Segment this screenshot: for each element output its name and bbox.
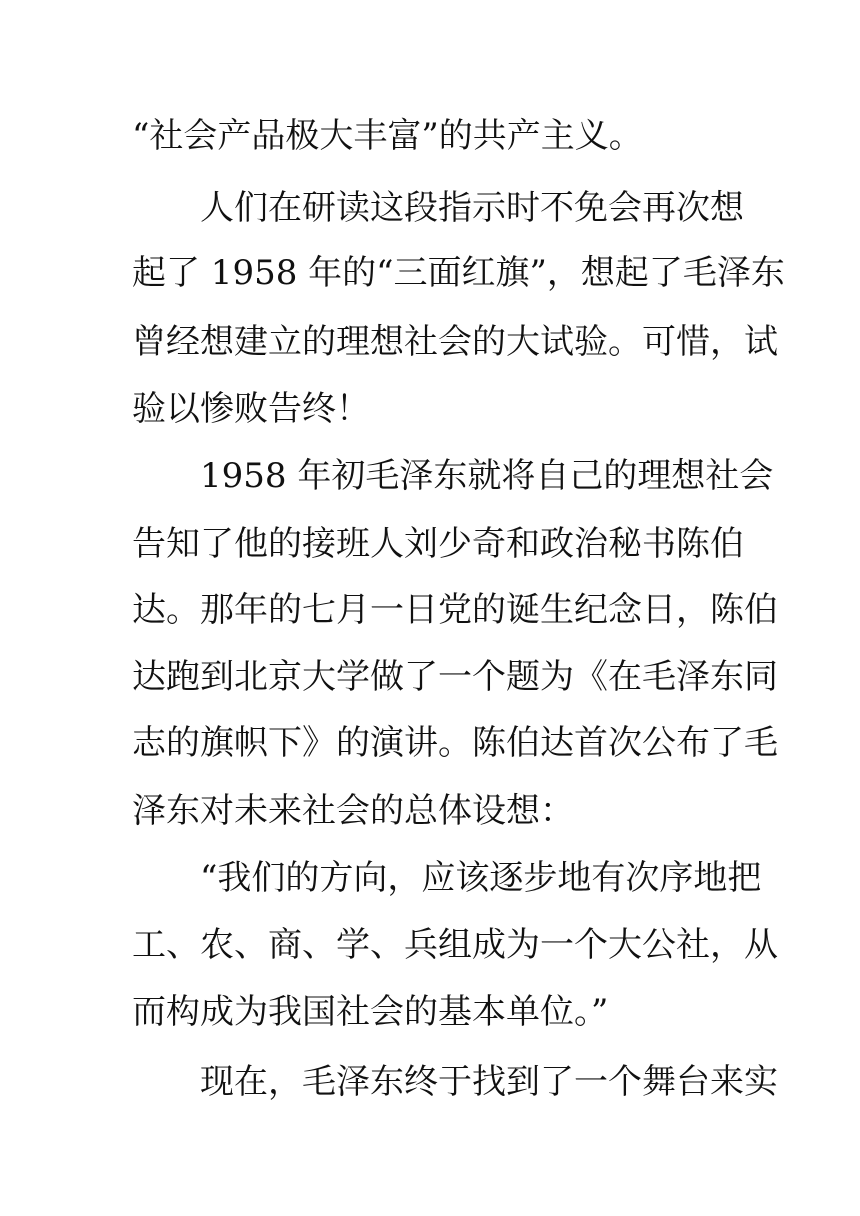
text-line-5: 验以惨败告终！ <box>132 389 370 429</box>
text-line-14: 而构成为我国社会的基本单位。” <box>132 992 609 1032</box>
text-line-3: 起了 1958 年的“三面红旗”，想起了毛泽东 <box>132 253 785 293</box>
text-line-12: “我们的方向，应该逐步地有次序地把 <box>200 858 762 898</box>
text-line-1: “社会产品极大丰富”的共产主义。 <box>132 116 643 156</box>
text-line-9: 达跑到北京大学做了一个题为《在毛泽东同 <box>132 657 778 697</box>
text-line-11: 泽东对未来社会的总体设想： <box>132 791 574 831</box>
text-line-6: 1958 年初毛泽东就将自己的理想社会 <box>200 456 774 496</box>
text-line-8: 达。那年的七月一日党的诞生纪念日，陈伯 <box>132 590 778 630</box>
text-line-7: 告知了他的接班人刘少奇和政治秘书陈伯 <box>132 524 744 564</box>
text-line-4: 曾经想建立的理想社会的大试验。可惜，试 <box>132 322 778 362</box>
text-line-2: 人们在研读这段指示时不免会再次想 <box>200 188 744 228</box>
text-line-15: 现在，毛泽东终于找到了一个舞台来实 <box>200 1062 778 1102</box>
text-line-13: 工、农、商、学、兵组成为一个大公社，从 <box>132 925 778 965</box>
text-line-10: 志的旗帜下》的演讲。陈伯达首次公布了毛 <box>132 723 778 763</box>
